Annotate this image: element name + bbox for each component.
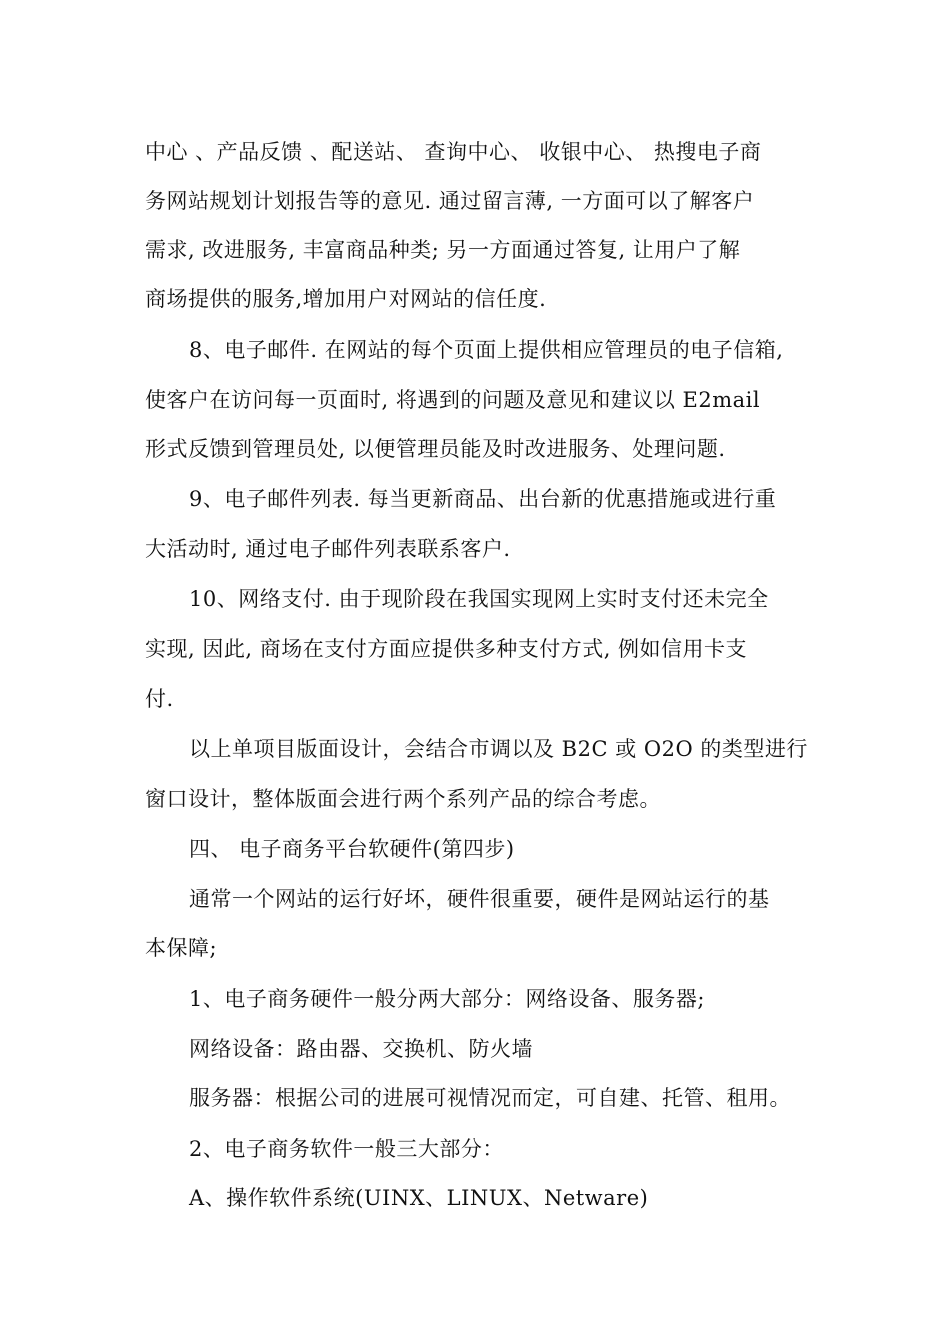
text-line: 窗口设计，整体版面会进行两个系列产品的综合考虑。 <box>145 787 661 811</box>
text-line: 中心 、产品反馈 、配送站、 查询中心、 收银中心、 热搜电子商 <box>145 140 762 164</box>
text-line: 通常一个网站的运行好坏，硬件很重要，硬件是网站运行的基 <box>189 887 770 911</box>
text-line: 务网站规划计划报告等的意见. 通过留言薄, 一方面可以了解客户 <box>145 189 755 213</box>
text-line: 10、网络支付. 由于现阶段在我国实现网上实时支付还未完全 <box>189 587 769 611</box>
section-heading: 四、 电子商务平台软硬件(第四步) <box>189 837 515 861</box>
text-line: 9、电子邮件列表. 每当更新商品、出台新的优惠措施或进行重 <box>189 487 777 511</box>
text-line: 大活动时, 通过电子邮件列表联系客户. <box>145 537 511 561</box>
text-line: 需求, 改进服务, 丰富商品种类; 另一方面通过答复, 让用户了解 <box>145 238 741 262</box>
text-line: 实现, 因此, 商场在支付方面应提供多种支付方式, 例如信用卡支 <box>145 637 748 661</box>
text-line: 2、电子商务软件一般三大部分： <box>189 1137 504 1161</box>
text-line: 8、电子邮件. 在网站的每个页面上提供相应管理员的电子信箱, <box>189 338 784 362</box>
text-line: 1、电子商务硬件一般分两大部分：网络设备、服务器; <box>189 987 705 1011</box>
text-line: 使客户在访问每一页面时, 将遇到的问题及意见和建议以 E2mail <box>145 388 761 412</box>
text-line: 商场提供的服务,增加用户对网站的信任度. <box>145 287 547 311</box>
text-line: A、操作软件系统(UINX、LINUX、Netware) <box>189 1186 649 1210</box>
text-line: 网络设备：路由器、交换机、防火墙 <box>189 1037 533 1061</box>
text-line: 服务器：根据公司的进展可视情况而定，可自建、托管、租用。 <box>189 1086 791 1110</box>
text-line: 付. <box>145 687 174 711</box>
text-line: 以上单项目版面设计，会结合市调以及 B2C 或 O2O 的类型进行 <box>189 737 808 761</box>
text-line: 形式反馈到管理员处, 以便管理员能及时改进服务、处理问题. <box>145 437 726 461</box>
text-line: 本保障; <box>145 936 218 960</box>
